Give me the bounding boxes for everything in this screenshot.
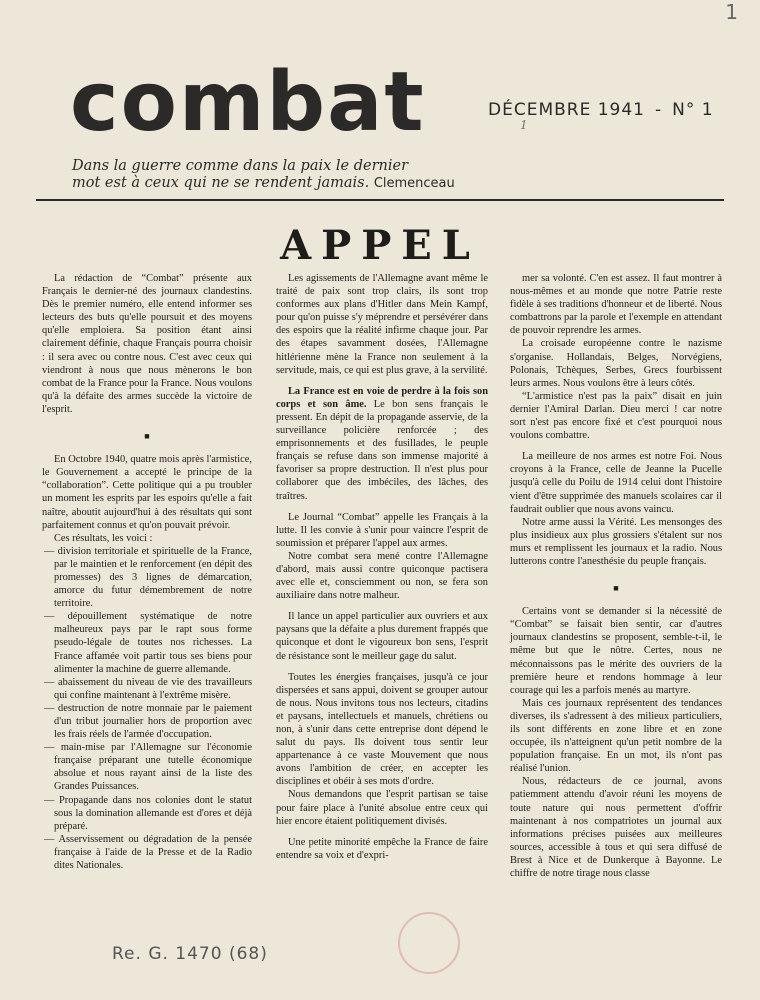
paragraph: Nous, rédacteurs de ce journal, avons patiemment attendu d'avoir réuni les moyens de toute nature qui nous permettent d'offrir maintenant à nos compatriotes un journal aux informations précises puisées aux meilleures sources, accessible à tous et qui sera diffusé de Brest à Nice et de Dunkerque à Bayonne. Le chiffre de notre tirage nous classe (510, 776, 722, 880)
masthead-title: combat (70, 55, 426, 150)
paragraph: Certains vont se demander si la nécessité de “Combat” se faisait bien sentir, car d'autres journaux clandestins se proposent, semble-t-il, le même but que le nôtre. Certes, nous ne méconnaissons pas le mérite des ouvriers de la première heure et rendons hommage à leur courage qui les a parfois menés au martyre. (510, 606, 722, 696)
issue-info (488, 100, 714, 120)
list-item: — destruction de notre monnaie par le paiement d'un tribut journalier hors de proportion avec les frais réels de l'armée d'occupation. (44, 702, 252, 741)
paragraph: Mais ces journaux représentent des tendances diverses, ils s'adressent à des milieux particuliers, ils sont différents en zone libre et en zone occupée, ils n'atteignent qu'un petit nombre de la population française. En un mot, ils n'ont pas réalisé l'union. (510, 697, 722, 775)
issue-separator: - (655, 100, 663, 120)
page-corner-mark: 1 (725, 0, 738, 24)
motto-author: Clemenceau (373, 176, 455, 191)
issue-number: N° 1 (672, 100, 714, 120)
header-rule (36, 199, 724, 201)
library-stamp (398, 912, 460, 974)
paragraph-text: Le bon sens français le pressent. En dépit de la propagande asservie, de la surveillance policière renforcée ; des emprisonnements et des fusillades, le peuple français se refuse dans son immense majorité à favoriser sa propre destruction. Il n'est plus pour collaborer que des imbéciles, des lâches, des traîtres. (276, 398, 488, 502)
paragraph (276, 385, 488, 503)
list-item: — dépouillement systématique de notre malheureux pays par le rapt sous forme pseudo-légale de toutes nos richesses. La France affamée voit partir tous ses biens pour alimenter la machine de guerre allemande. (44, 611, 252, 675)
list-item: — main-mise par l'Allemagne sur l'économie française préparant une tutelle économique absolue et nous rayant ainsi de la liste des Grandes Puissances. (44, 742, 252, 793)
paragraph: Il lance un appel particulier aux ouvriers et aux paysans que la défaite a plus durement frappés que quiconque et dont le vigoureux bon sens, l'esprit de résistance sont le meilleur gage du salut. (276, 611, 488, 662)
issue-date: DÉCEMBRE 1941 (488, 100, 645, 120)
paragraph: Notre arme aussi la Vérité. Les mensonges des plus insidieux aux plus grossiers s'étalent sur nos murs et remplissent les journaux et la radio. Nous lutterons contre l'anesthésie du peuple français. (510, 516, 722, 567)
column-2 (276, 272, 488, 862)
paragraph: “L'armistice n'est pas la paix” disait en juin dernier l'Amiral Darlan. Dieu merci ! car notre sort n'est pas encore fixé et c'est pourquoi nous voulons combattre. (510, 390, 722, 442)
pencil-mark: 1 (520, 118, 528, 132)
paragraph: En Octobre 1940, quatre mois après l'armistice, le Gouvernement a accepté le principe de la “collaboration”. Cette politique qui a pu troubler un moment les esprits par les espoirs qu'elle a fait naître, aboutit aujourd'hui à des résultats qui sont parfaitement connus et qu'on pouvait prévoir. (42, 454, 252, 531)
paragraph: Le Journal “Combat” appelle les Français à la lutte. Il les convie à s'unir pour vaincre l'esprit de soumission et préparer l'appel aux armes. (276, 511, 488, 549)
motto (72, 158, 455, 192)
section-separator: ■ (613, 583, 619, 594)
list-item: — Asservissement ou dégradation de la pensée française à l'aide de la Presse et de la Radio dites Nationales. (44, 833, 252, 872)
paragraph: mer sa volonté. C'en est assez. Il faut montrer à nous-mêmes et au monde que notre Patrie reste fidèle à ses traditions d'honneur et de liberté. Nous combattrons par la parole et l'exemple en attendant de pouvoir reprendre les armes. (510, 273, 722, 337)
paragraph: La rédaction de “Combat” présente aux Français le dernier-né des journaux clandestins. Dès le premier numéro, elle entend informer ses lecteurs des buts qu'elle poursuit et des moyens qu'elle emploiera. Sa position étant ainsi clairement définie, chaque Français pourra choisir : il sera avec ou contre nous. C'est avec ceux qui viendront à nous que nous mènerons le bon combat de la France pour la France. Nous voulons qu'à la défaite des armes succède la victoire de l'esprit. (42, 273, 252, 415)
paragraph: La croisade européenne contre le nazisme s'organise. Hollandais, Belges, Norvégiens, Polonais, Tchèques, Serbes, Grecs fourbissent leurs armes. Nous voulons être à leurs côtés. (510, 338, 722, 389)
motto-line-1: Dans la guerre comme dans la paix le dernier (72, 158, 409, 174)
paragraph: Ces résultats, les voici : (54, 532, 153, 544)
motto-line-2: mot est à ceux qui ne se rendent jamais. (72, 175, 370, 191)
list-item: — division territoriale et spirituelle de la France, par le maintien et le renforcement (en dépit des promesses) des 3 lignes de démarcation, amorce du futur démembrement de notre territoire. (44, 545, 252, 610)
paragraph: Nous demandons que l'esprit partisan se taise pour faire place à l'unité absolue entre ceux qui hier encore étaient politiquement divisés. (276, 789, 488, 827)
headline: APPEL (280, 222, 480, 269)
catalog-mark: Re. G. 1470 (68) (112, 944, 268, 964)
results-list (42, 545, 252, 872)
list-item: — Propagande dans nos colonies dont le statut sous la domination allemande est d'ores et déjà préparé. (44, 794, 252, 832)
paragraph: Toutes les énergies françaises, jusqu'à ce jour dispersées et sans appui, doivent se grouper autour de nous. Nous invitons tous nos lecteurs, citadins et paysans, intellectuels et manuels, chrétiens ou non, à s'unir dans cette entreprise dont dépend le salut du pays. Ils doivent tous sentir leur appartenance à ce vaste Mouvement que nous avons l'ambition de créer, en accepter les disciplines et obéir à ses mots d'ordre. (276, 671, 488, 788)
column-3 (510, 272, 722, 880)
list-item: — abaissement du niveau de vie des travailleurs qui confine maintenant à l'extrême misère. (44, 676, 252, 701)
paragraph: Les agissements de l'Allemagne avant même le traité de paix sont trop clairs, ils sont trop conformes aux plans d'Hitler dans Mein Kampf, pour qu'on puisse s'y méprendre et persévérer dans des espoirs que la réalité infirme chaque jour. Par des étapes savamment dosées, l'Allemagne hitlérienne mène la France non seulement à la servitude, mais, ce qui est plus grave, à la servilité. (276, 273, 488, 376)
paragraph: La meilleure de nos armes est notre Foi. Nous croyons à la France, celle de Jeanne la Pucelle jusqu'à celle du Poilu de 1914 celui dont l'histoire vient d'être supprimée des manuels scolaires car il faudrait oublier que nous avons vaincu. (510, 451, 722, 515)
section-separator: ■ (144, 431, 150, 442)
paragraph: Notre combat sera mené contre l'Allemagne d'abord, mais aussi contre quiconque pactisera avec elle et, consciemment ou non, se fera son auxiliaire dans notre malheur. (276, 550, 488, 602)
bold-lead: La France est en voie de perdre à la fois son corps et son âme. (276, 385, 488, 410)
column-1 (42, 272, 252, 872)
paragraph: Une petite minorité empêche la France de faire entendre sa voix et d'expri- (276, 836, 488, 861)
